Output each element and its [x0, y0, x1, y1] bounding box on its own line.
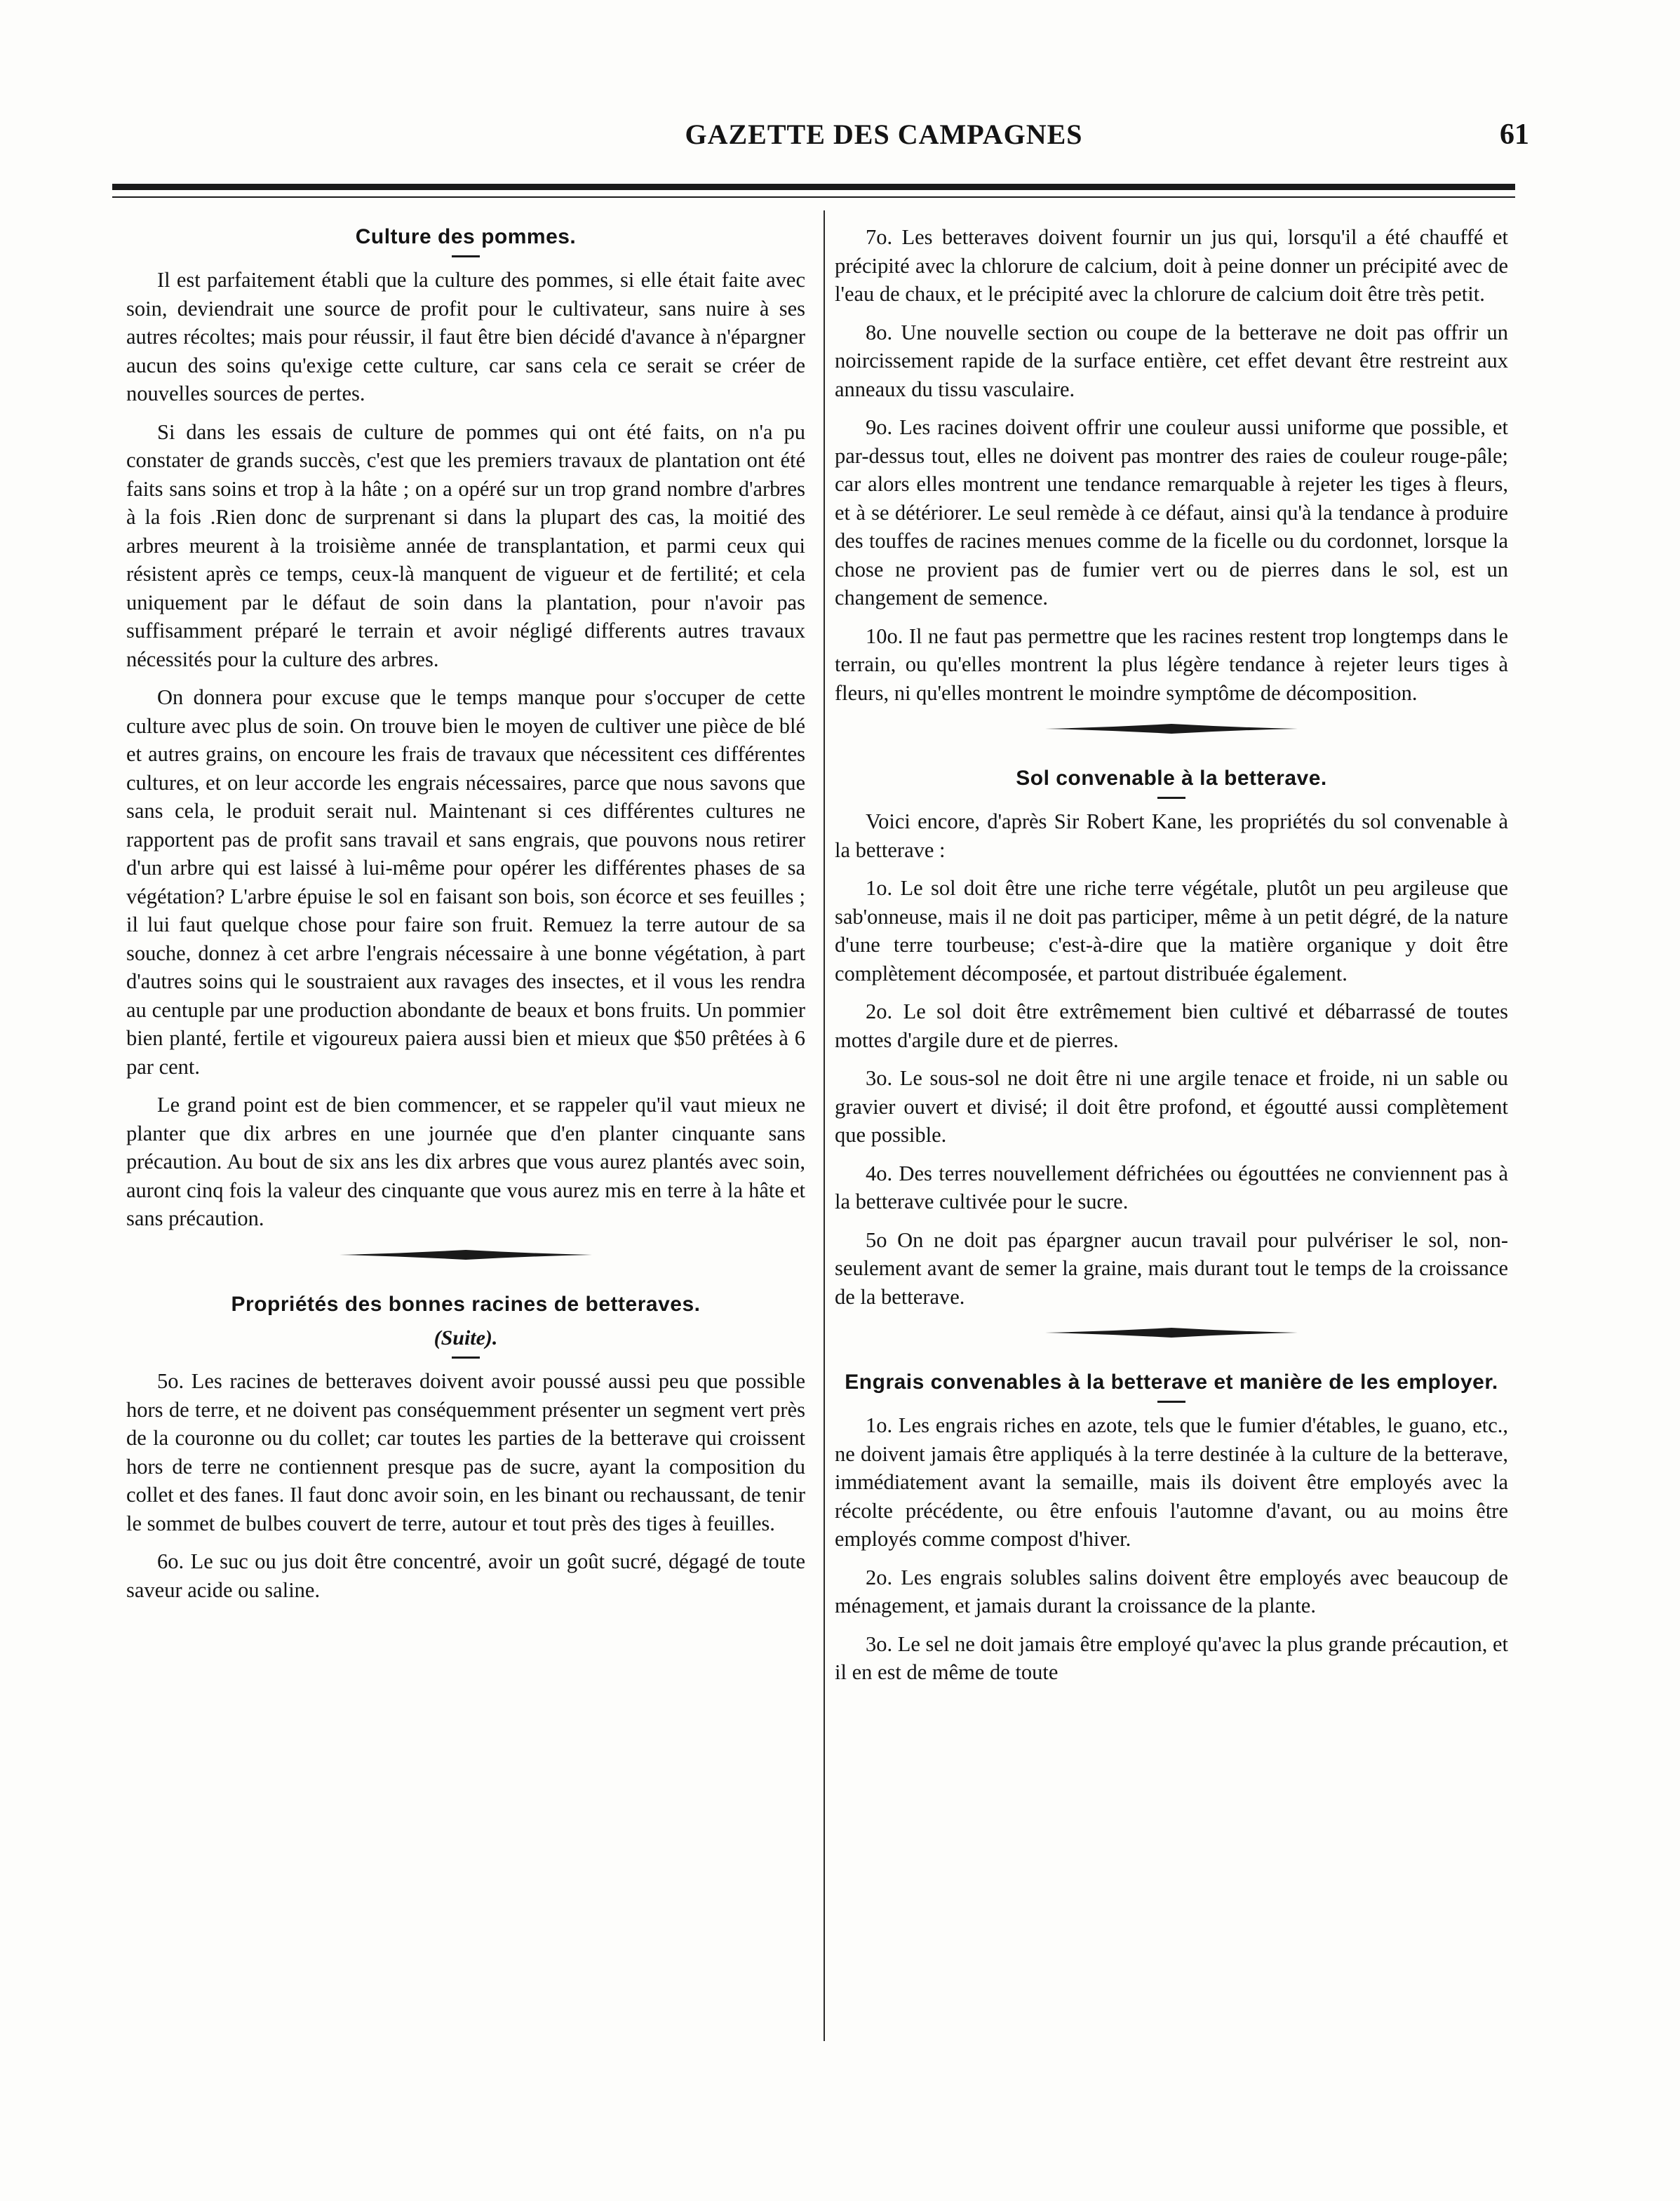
article-title: Propriétés des bonnes racines de betteraves.	[231, 1292, 701, 1316]
article-subtitle: (Suite).	[434, 1326, 498, 1349]
article-title: Engrais convenables à la betterave et manière de les employer.	[845, 1371, 1498, 1394]
article-paragraph: 3o. Le sous-sol ne doit être ni une argile tenace et froide, ni un sable ou gravier ouvert et divisé; il doit être profond, et égoutté aussi complètement que possible.	[835, 1066, 1508, 1147]
right-column	[835, 223, 1508, 1697]
title-dash	[452, 255, 480, 257]
article-title: Sol convenable à la betterave.	[1016, 767, 1327, 790]
column-divider	[824, 210, 825, 2041]
article-paragraph: 8o. Une nouvelle section ou coupe de la betterave ne doit pas offrir un noircissement rapide de la surface entière, cet effet devant être restreint aux anneaux du tissu vasculaire.	[835, 320, 1508, 401]
masthead	[0, 118, 1680, 160]
article-paragraph: 3o. Le sel ne doit jamais être employé qu'avec la plus grande précaution, et il en est de même de toute	[835, 1631, 1508, 1684]
section-ornament	[340, 1247, 592, 1263]
section-ornament	[1045, 721, 1298, 736]
header-rule-thick	[112, 184, 1515, 190]
article-paragraph: 1o. Le sol doit être une riche terre végétale, plutôt un peu argileuse que sab'onneuse, mais il ne doit pas participer, même à un petit dégré, de la nature d'une terre tourbeuse; c'est-à-dire que la matière organique y doit être complètement décomposée, et partout distribuée également.	[835, 876, 1508, 985]
page-number: 61	[1500, 119, 1529, 151]
title-dash	[452, 1357, 480, 1359]
article-paragraph: 2o. Les engrais solubles salins doivent être employés avec beaucoup de ménagement, et jamais durant la croissance de la plante.	[835, 1565, 1508, 1617]
article-paragraph: On donnera pour excuse que le temps manque pour s'occuper de cette culture avec plus de soin. On trouve bien le moyen de cultiver une pièce de blé et autres grains, on encoure les frais de travaux que nécessitent ces différentes cultures, et on leur accorde les engrais nécessaires, parce que nous savons que sans cela, le produit serait nul. Maintenant si ces différentes cultures ne rapportent pas de profit sans travail et sans engrais, que pouvons nous retirer d'un arbre qui est laissé à lui-même pour opérer les différentes phases de sa végétation? L'arbre épuise le sol en faisant son bois, son écorce et ses feuilles ; il lui faut quelque chose pour faire son fruit. Remuez la terre autour de sa souche, donnez à cet arbre l'engrais nécessaire à une bonne végétation, à part d'autres soins qui le soustraient aux ravages des insectes, et il vous les rendra au centuple par une production abondante de beaux et bons fruits. Un pommier bien planté, fertile et vigoureux paiera aussi bien et mieux que $50 prêtées à 6 par cent.	[126, 685, 805, 1079]
article-paragraph: 1o. Les engrais riches en azote, tels que le fumier d'étables, le guano, etc., ne doivent jamais être appliqués à la terre destinée à la culture de la betterave, immédiatement avant la semaille, mais ils doivent être employés avec la récolte précédente, ou être enfouis l'automne d'avant, ou au moins être employés comme compost d'hiver.	[835, 1413, 1508, 1551]
article-paragraph: 5o. Les racines de betteraves doivent avoir poussé aussi peu que possible hors de terre, et ne doivent pas conséquemment présenter un segment vert près de la couronne ou du collet; car toutes les parties de la betterave qui croissent hors de terre ne contiennent presque pas de sucre, ayant la composition du collet et des fanes. Il faut donc avoir soin, en les binant ou rechaussant, de tenir le sommet de bulbes couvert de terre, autour et tout près des tiges à feuilles.	[126, 1369, 805, 1535]
article-paragraph: Le grand point est de bien commencer, et se rappeler qu'il vaut mieux ne planter que dix arbres en une journée que d'en planter cinquante sans précaution. Au bout de six ans les dix arbres que vous aurez plantés avec soin, auront cinq fois la valeur des cinquante que vous aurez mis en terre à la hâte et sans précaution.	[126, 1093, 805, 1230]
article-paragraph: Si dans les essais de culture de pommes qui ont été faits, on n'a pu constater de grands succès, c'est que les premiers travaux de plantation ont été faits sans soins et trop à la hâte ; on a opéré sur un trop grand nombre d'arbres à la fois .Rien donc de surprenant si dans la plupart des cas, la moitié des arbres meurent à la troisième année de transplantation, et parmi ceux qui résistent après ce temps, ceux-là manquent de vigueur et de fertilité; et cela uniquement par le défaut de soin dans la plantation, pour n'avoir pas suffisamment préparé le terrain et avoir négligé differents autres travaux nécessités pour la culture des arbres.	[126, 419, 805, 671]
header-rule-thin	[112, 196, 1515, 198]
left-column	[126, 223, 805, 1614]
article-paragraph: 4o. Des terres nouvellement défrichées ou égouttées ne conviennent pas à la betterave cultivée pour le sucre.	[835, 1161, 1508, 1213]
article-paragraph: 9o. Les racines doivent offrir une couleur aussi uniforme que possible, et par-dessus tout, elles ne doivent pas montrer des raies de couleur rouge-pâle; car alors elles montrent une tendance remarquable à rejeter les tiges à fleurs, et à se détériorer. Le seul remède à ce défaut, ainsi qu'à la tendance à produire des touffes de racines menues comme de la ficelle ou du cordonnet, lorsque la chose ne provient pas de fumier vert ou de pierres dans le sol, est un changement de semence.	[835, 415, 1508, 610]
title-dash	[1157, 1401, 1185, 1403]
article-paragraph: 10o. Il ne faut pas permettre que les racines restent trop longtemps dans le terrain, ou qu'elles montrent la plus légère tendance à rejeter leurs tiges à fleurs, ni qu'elles montrent le moindre symptôme de décomposition.	[835, 624, 1508, 705]
article-paragraph: 7o. Les betteraves doivent fournir un jus qui, lorsqu'il a été chauffé et précipité avec la chlorure de calcium, doit à peine donner un précipité avec de l'eau de chaux, et le précipité avec la chlorure de calcium doit être très petit.	[835, 225, 1508, 306]
article-paragraph: 2o. Le sol doit être extrêmement bien cultivé et débarrassé de toutes mottes d'argile dure et de pierres.	[835, 999, 1508, 1052]
title-dash	[1157, 797, 1185, 799]
publication-title: GAZETTE DES CAMPAGNES	[685, 119, 1083, 150]
article-paragraph: 6o. Le suc ou jus doit être concentré, avoir un goût sucré, dégagé de toute saveur acide ou saline.	[126, 1549, 805, 1602]
article-paragraph: Voici encore, d'après Sir Robert Kane, les propriétés du sol convenable à la betterave :	[835, 809, 1508, 862]
article-paragraph: Il est parfaitement établi que la culture des pommes, si elle était faite avec soin, deviendrait une source de profit pour le cultivateur, sans nuire à ses autres récoltes; mais pour réussir, il faut être bien décidé d'avance à n'épargner aucun des soins qu'exige cette culture, car sans cela ce serait se créer de nouvelles sources de pertes.	[126, 268, 805, 405]
article-title: Culture des pommes.	[355, 225, 577, 248]
article-paragraph: 5o On ne doit pas épargner aucun travail pour pulvériser le sol, non-seulement avant de semer la graine, mais durant tout le temps de la croissance de la betterave.	[835, 1227, 1508, 1309]
section-ornament	[1045, 1325, 1298, 1340]
